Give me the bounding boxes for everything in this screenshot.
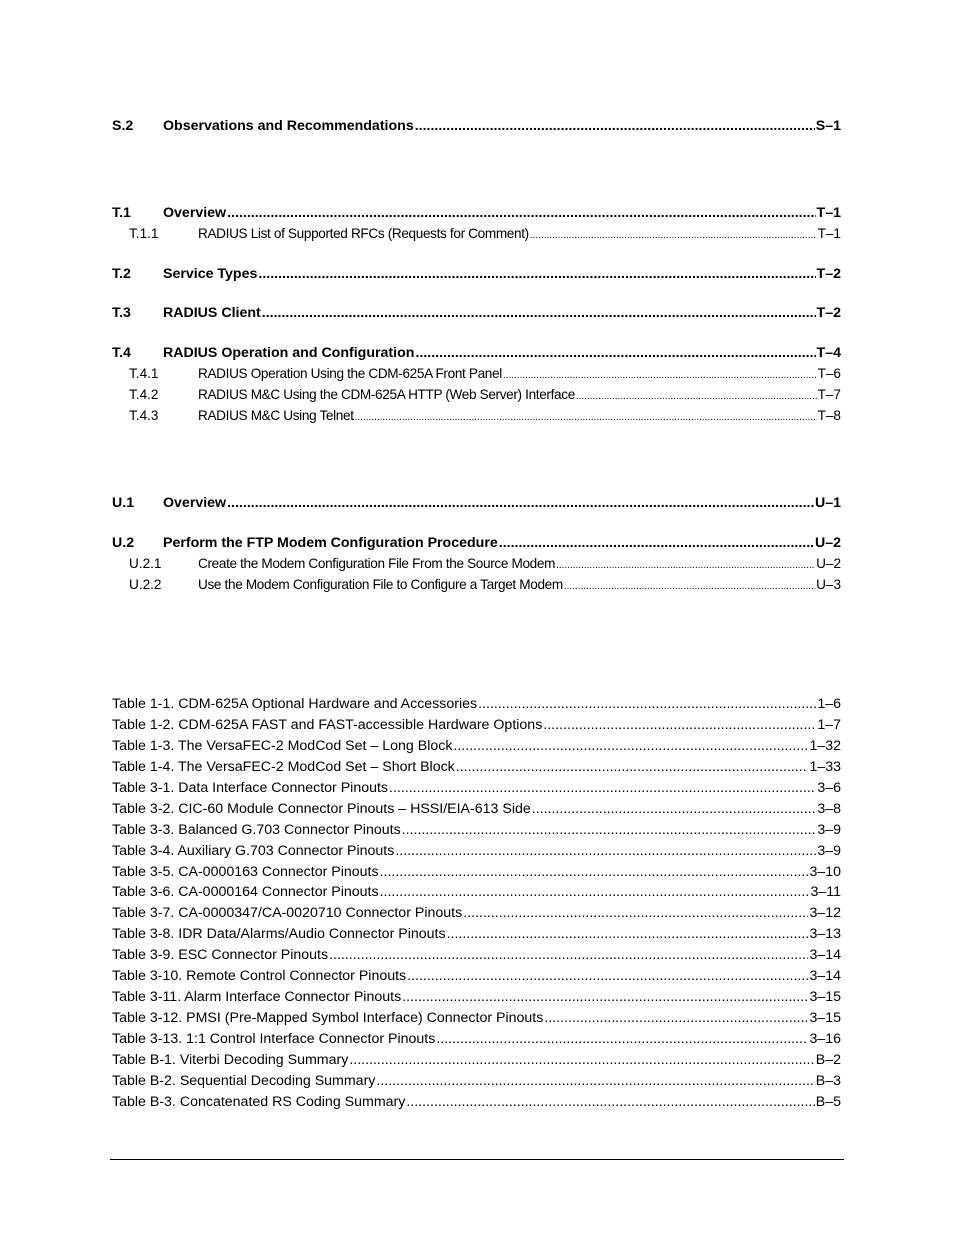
table-list-page: 3–8 xyxy=(817,800,841,817)
table-list-item[interactable] xyxy=(112,1089,841,1109)
dot-leader xyxy=(380,865,809,879)
toc-entry-page: U–2 xyxy=(814,534,841,551)
table-list-item[interactable] xyxy=(112,859,841,879)
table-list-title: Table 3-2. CIC-60 Module Connector Pinouts – HSSI/EIA-613 Side xyxy=(112,800,531,817)
dot-leader xyxy=(453,739,808,753)
dot-leader xyxy=(402,990,808,1004)
toc-entry-title: Create the Modem Configuration File From the Source Modem xyxy=(198,556,556,572)
toc-entry-page: T–2 xyxy=(816,304,841,321)
toc-entry-number: T.4.2 xyxy=(129,387,159,403)
toc-entry-page: U–2 xyxy=(816,556,841,572)
toc-entry-page: T–1 xyxy=(817,226,841,242)
dot-leader xyxy=(576,392,817,402)
toc-entry-number: S.2 xyxy=(112,117,134,134)
toc-entry-number: T.3 xyxy=(112,304,131,321)
dot-leader xyxy=(532,802,817,816)
table-list-page: 3–11 xyxy=(810,883,841,900)
table-list-title: Table 1-3. The VersaFEC-2 ModCod Set – Long Block xyxy=(112,737,453,754)
toc-entry-t1-1[interactable] xyxy=(112,221,841,241)
toc-entry-number: U.2 xyxy=(112,534,135,551)
table-list-item[interactable] xyxy=(112,1068,841,1088)
table-list-page: 3–10 xyxy=(809,863,841,880)
toc-entry-t4-3[interactable] xyxy=(112,403,841,423)
toc-entry-page: S–1 xyxy=(815,117,841,134)
table-list-title: Table 3-10. Remote Control Connector Pinouts xyxy=(112,967,407,984)
dot-leader xyxy=(227,496,814,510)
dot-leader xyxy=(227,206,815,220)
dot-leader xyxy=(544,1011,808,1025)
dot-leader xyxy=(447,927,809,941)
toc-entry-number: T.1 xyxy=(112,204,131,221)
table-list-title: Table 3-7. CA-0000347/CA-0020710 Connector Pinouts xyxy=(112,904,463,921)
dot-leader xyxy=(349,1053,814,1067)
table-list-page: B–2 xyxy=(815,1051,841,1068)
table-list-page: 3–9 xyxy=(817,821,841,838)
table-list-page: 3–15 xyxy=(809,988,841,1005)
table-list-title: Table 3-6. CA-0000164 Connector Pinouts xyxy=(112,883,379,900)
toc-entry-page: T–4 xyxy=(816,344,841,361)
toc-entry-title: Service Types xyxy=(163,265,258,282)
table-list-page: 3–6 xyxy=(817,779,841,796)
toc-entry-title: RADIUS Client xyxy=(163,304,261,321)
table-list-title: Table 3-9. ESC Connector Pinouts xyxy=(112,946,329,963)
toc-entry-number: U.1 xyxy=(112,494,135,511)
toc-entry-page: T–2 xyxy=(816,265,841,282)
toc-entry-u1[interactable] xyxy=(112,490,841,510)
table-list-page: B–5 xyxy=(815,1093,841,1110)
toc-entry-number: U.2.1 xyxy=(129,556,162,572)
toc-entry-page: T–6 xyxy=(817,366,841,382)
toc-entry-number: T.4.3 xyxy=(129,408,159,424)
table-list-item[interactable] xyxy=(112,942,841,962)
dot-leader xyxy=(530,231,817,241)
table-list-title: Table 3-4. Auxiliary G.703 Connector Pinouts xyxy=(112,842,395,859)
table-list-title: Table B-3. Concatenated RS Coding Summary xyxy=(112,1093,406,1110)
table-list-page: 3–13 xyxy=(809,925,841,942)
table-list-page: 3–14 xyxy=(809,967,841,984)
toc-entry-t1[interactable] xyxy=(112,200,841,220)
table-list-title: Table 1-2. CDM-625A FAST and FAST-accessible Hardware Options xyxy=(112,716,543,733)
toc-entry-t4-2[interactable] xyxy=(112,382,841,402)
table-list-title: Table 3-12. PMSI (Pre-Mapped Symbol Interface) Connector Pinouts xyxy=(112,1009,544,1026)
table-list-page: 1–33 xyxy=(809,758,841,775)
table-list-item[interactable] xyxy=(112,838,841,858)
table-list-title: Table B-2. Sequential Decoding Summary xyxy=(112,1072,376,1089)
toc-entry-number: U.2.2 xyxy=(129,577,162,593)
toc-entry-page: U–1 xyxy=(814,494,841,511)
table-list-page: 3–16 xyxy=(809,1030,841,1047)
toc-entry-number: T.4.1 xyxy=(129,366,159,382)
dot-leader xyxy=(329,948,808,962)
table-list-page: 1–7 xyxy=(817,716,841,733)
dot-leader xyxy=(456,760,809,774)
toc-entry-s2[interactable] xyxy=(112,113,841,133)
dot-leader xyxy=(543,718,816,732)
toc-entry-title: Overview xyxy=(163,494,227,511)
footer-rule xyxy=(110,1159,844,1160)
table-list-item[interactable] xyxy=(112,754,841,774)
table-list-page: 3–15 xyxy=(809,1009,841,1026)
table-list-item[interactable] xyxy=(112,879,841,899)
dot-leader xyxy=(415,346,815,360)
table-list-title: Table 1-1. CDM-625A Optional Hardware and Accessories xyxy=(112,695,478,712)
toc-entry-u2[interactable] xyxy=(112,530,841,550)
table-list-title: Table 1-4. The VersaFEC-2 ModCod Set – Short Block xyxy=(112,758,455,775)
table-list-title: Table 3-1. Data Interface Connector Pinouts xyxy=(112,779,389,796)
dot-leader xyxy=(564,582,815,592)
dot-leader xyxy=(556,561,815,571)
table-list-page: 1–6 xyxy=(817,695,841,712)
dot-leader xyxy=(406,1095,814,1109)
table-list-item[interactable] xyxy=(112,963,841,983)
table-list-page: 3–9 xyxy=(817,842,841,859)
toc-entry-number: T.4 xyxy=(112,344,131,361)
toc-entry-number: T.1.1 xyxy=(129,226,159,242)
dot-leader xyxy=(407,969,808,983)
table-list-item[interactable] xyxy=(112,1005,841,1025)
table-list-title: Table 3-3. Balanced G.703 Connector Pinouts xyxy=(112,821,401,838)
table-list-title: Table 3-13. 1:1 Control Interface Connector Pinouts xyxy=(112,1030,436,1047)
toc-entry-page: T–8 xyxy=(817,408,841,424)
table-list-page: 1–32 xyxy=(809,737,841,754)
dot-leader xyxy=(415,119,815,133)
dot-leader xyxy=(258,267,815,281)
table-list-item[interactable] xyxy=(112,733,841,753)
toc-entry-title: Overview xyxy=(163,204,227,221)
toc-entry-page: U–3 xyxy=(816,577,841,593)
dot-leader xyxy=(478,697,816,711)
dot-leader xyxy=(402,823,817,837)
toc-entry-t3[interactable] xyxy=(112,300,841,320)
dot-leader xyxy=(380,885,810,899)
toc-entry-t4-1[interactable] xyxy=(112,361,841,381)
toc-entry-u2-2[interactable] xyxy=(112,572,841,592)
toc-entry-number: T.2 xyxy=(112,265,131,282)
dot-leader xyxy=(262,306,816,320)
table-list-title: Table 3-5. CA-0000163 Connector Pinouts xyxy=(112,863,379,880)
table-list-item[interactable] xyxy=(112,775,841,795)
toc-entry-title: Perform the FTP Modem Configuration Procedure xyxy=(163,534,498,551)
table-list-item[interactable] xyxy=(112,984,841,1004)
dot-leader xyxy=(389,781,816,795)
table-list-page: B–3 xyxy=(815,1072,841,1089)
toc-entry-t4[interactable] xyxy=(112,340,841,360)
table-list-item[interactable] xyxy=(112,900,841,920)
table-list-item[interactable] xyxy=(112,796,841,816)
table-list-item[interactable] xyxy=(112,691,841,711)
dot-leader xyxy=(436,1032,808,1046)
dot-leader xyxy=(499,536,814,550)
toc-entry-u2-1[interactable] xyxy=(112,551,841,571)
table-list-item[interactable] xyxy=(112,1047,841,1067)
toc-entry-title: Observations and Recommendations xyxy=(163,117,414,134)
toc-entry-title: RADIUS Operation Using the CDM-625A Front Panel xyxy=(198,366,502,382)
dot-leader xyxy=(503,371,817,381)
table-list-title: Table 3-11. Alarm Interface Connector Pinouts xyxy=(112,988,402,1005)
table-list-page: 3–12 xyxy=(809,904,841,921)
dot-leader xyxy=(463,906,808,920)
table-list-item[interactable] xyxy=(112,712,841,732)
table-list-item[interactable] xyxy=(112,1026,841,1046)
toc-entry-page: T–7 xyxy=(817,387,841,403)
dot-leader xyxy=(376,1074,814,1088)
toc-entry-page: T–1 xyxy=(816,204,841,221)
table-list-item[interactable] xyxy=(112,817,841,837)
dot-leader xyxy=(395,844,816,858)
table-list-item[interactable] xyxy=(112,921,841,941)
toc-entry-title: RADIUS M&C Using Telnet xyxy=(198,408,354,424)
toc-entry-title: RADIUS M&C Using the CDM-625A HTTP (Web Server) Interface xyxy=(198,387,575,403)
dot-leader xyxy=(355,413,817,423)
toc-entry-title: RADIUS List of Supported RFCs (Requests for Comment) xyxy=(198,226,529,242)
table-list-title: Table B-1. Viterbi Decoding Summary xyxy=(112,1051,349,1068)
table-list-page: 3–14 xyxy=(809,946,841,963)
toc-entry-title: Use the Modem Configuration File to Configure a Target Modem xyxy=(198,577,563,593)
toc-entry-t2[interactable] xyxy=(112,261,841,281)
table-list-title: Table 3-8. IDR Data/Alarms/Audio Connector Pinouts xyxy=(112,925,446,942)
toc-entry-title: RADIUS Operation and Configuration xyxy=(163,344,415,361)
